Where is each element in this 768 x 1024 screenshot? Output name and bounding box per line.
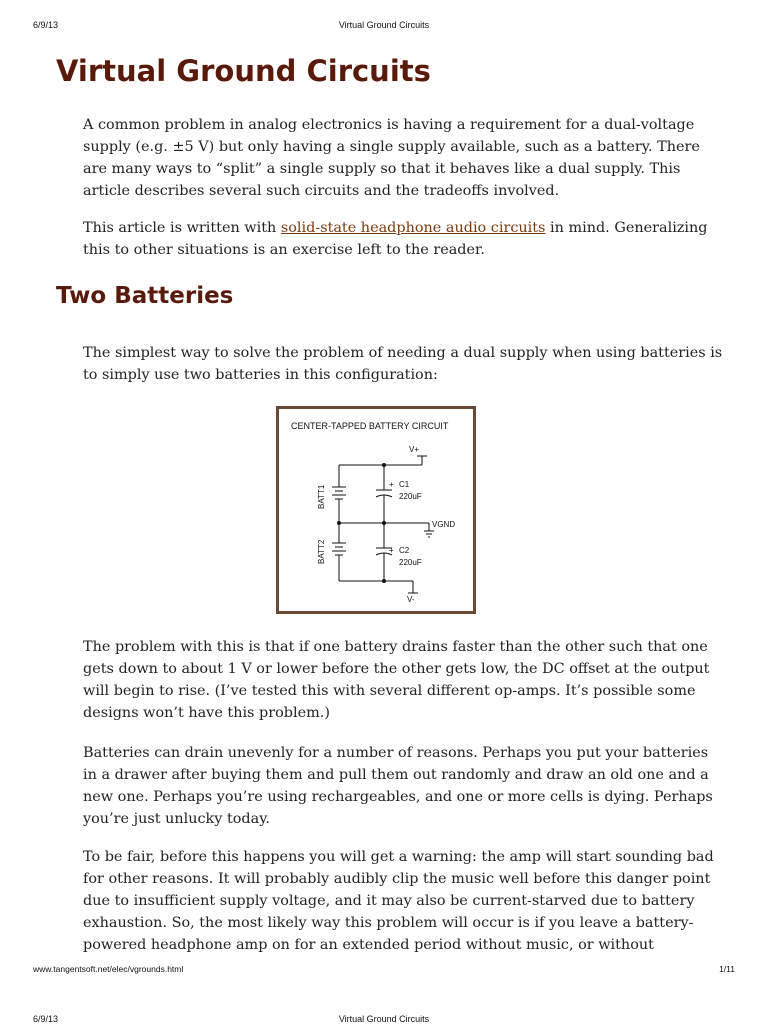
next-print-page-title: Virtual Ground Circuits bbox=[338, 1014, 430, 1024]
section-paragraph: To be fair, before this happens you will get a warning: the amp will start sounding bad for other reasons. It will probably audibly clip the music well before this danger point due to insufficient supply voltage, and it may also be current-starved due to battery exhaustion. So, the most likely way this problem will occur is if you leave a battery-powered headphone amp on for an extended period without music, or without bbox=[83, 849, 714, 953]
headphone-audio-link[interactable]: solid-state headphone audio circuits bbox=[280, 220, 546, 236]
batt2-label: BATT2 bbox=[317, 539, 326, 564]
next-print-date: 6/9/13 bbox=[33, 1014, 59, 1024]
figure-title: CENTER-TAPPED BATTERY CIRCUIT bbox=[291, 421, 449, 431]
c1-label: C1 bbox=[399, 480, 410, 489]
c2-label: C2 bbox=[399, 546, 410, 555]
junction-dot bbox=[337, 521, 341, 525]
page-number: 1/11 bbox=[719, 964, 735, 974]
c2-plus: + bbox=[389, 546, 394, 555]
section-paragraph: The problem with this is that if one battery drains faster than the other such that one gets down to about 1 V or lower before the other gets low, the DC offset at the output will begin to rise. (I’ve tested this with several different op-amps. It’s possible some designs won’t have this problem.) bbox=[83, 639, 710, 721]
intro-paragraph: A common problem in analog electronics is having a requirement for a dual-voltage supply (e.g. ±5 V) but only having a single supply available, such as a battery. There are many ways to “split” a single supply so that it behaves like a dual supply. This article describes several such circuits and the tradeoffs involved. bbox=[83, 117, 700, 199]
vplus-label: V+ bbox=[409, 445, 420, 454]
vminus-label: V- bbox=[407, 595, 415, 604]
vgnd-label: VGND bbox=[432, 520, 456, 529]
intro-paragraph-2: This article is written with solid-state headphone audio circuits in mind. Generalizing this to other situations is an exercise left to the reader. bbox=[83, 220, 708, 258]
page-title: Virtual Ground Circuits bbox=[56, 54, 431, 88]
print-date: 6/9/13 bbox=[33, 20, 59, 30]
battery-circuit-figure bbox=[276, 406, 476, 614]
battery-circuit-schematic bbox=[279, 409, 473, 611]
c1-plus: + bbox=[389, 480, 394, 489]
junction-dot bbox=[382, 579, 386, 583]
section-paragraph: The simplest way to solve the problem of needing a dual supply when using batteries is to simply use two batteries in this configuration: bbox=[83, 345, 723, 383]
junction-dot bbox=[382, 521, 386, 525]
section-title-two-batteries: Two Batteries bbox=[56, 283, 234, 309]
c1-value: 220uF bbox=[399, 492, 422, 501]
page-url: www.tangentsoft.net/elec/vgrounds.html bbox=[33, 964, 184, 974]
c2-value: 220uF bbox=[399, 558, 422, 567]
junction-dot bbox=[382, 463, 386, 467]
batt1-label: BATT1 bbox=[317, 484, 326, 509]
print-page-title: Virtual Ground Circuits bbox=[338, 20, 430, 30]
section-paragraph: Batteries can drain unevenly for a number of reasons. Perhaps you put your batteries in a drawer after buying them and pull them out randomly and draw an old one and a new one. Perhaps you’re using rechargeables, and one or more cells is dying. Perhaps you’re just unlucky today. bbox=[83, 745, 713, 827]
